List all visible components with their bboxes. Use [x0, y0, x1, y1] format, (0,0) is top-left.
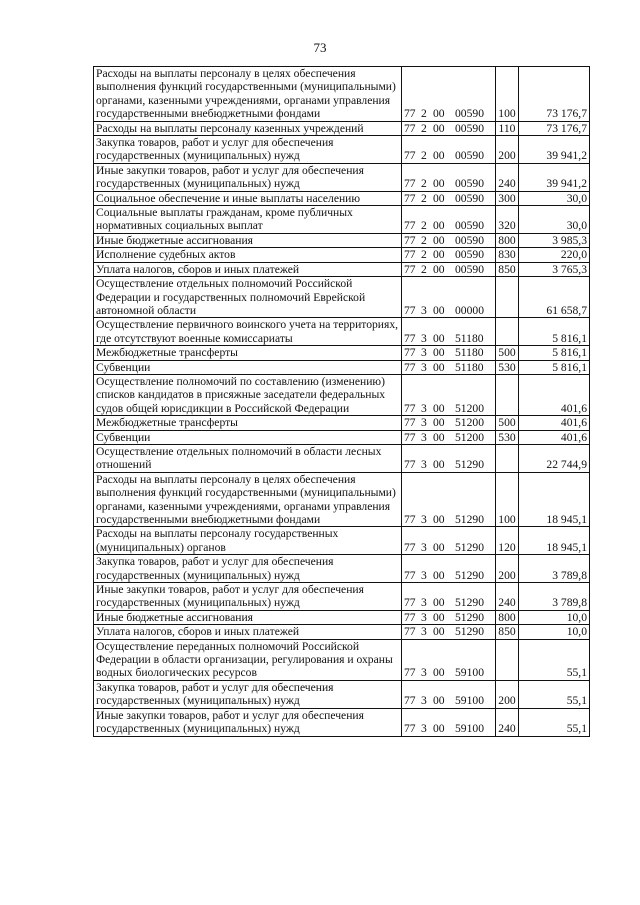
amount: 73 176,7 [519, 121, 590, 135]
row-name: Социальное обеспечение и иные выплаты населению [94, 191, 402, 205]
table-row [94, 121, 590, 135]
expense-type-code: 530 [496, 360, 519, 374]
code-direction: 51180 [455, 346, 484, 360]
code-subprogram: 3 [421, 625, 427, 639]
table-row [94, 708, 590, 736]
amount: 3 789,8 [519, 583, 590, 611]
code-direction: 51290 [455, 568, 484, 582]
code-subprogram: 3 [421, 540, 427, 554]
target-article-code [402, 639, 496, 680]
code-subprogram: 2 [421, 149, 427, 163]
target-article-code [402, 360, 496, 374]
expense-type-code: 240 [496, 708, 519, 736]
code-program: 77 [404, 177, 416, 191]
amount: 3 765,3 [519, 262, 590, 276]
code-program: 77 [404, 722, 416, 736]
expense-type-code: 500 [496, 416, 519, 430]
amount: 401,6 [519, 430, 590, 444]
expense-type-code [496, 639, 519, 680]
table-row [94, 346, 590, 360]
code-program: 77 [404, 401, 416, 415]
page-number: 73 [313, 40, 327, 55]
code-main-event: 00 [433, 666, 445, 680]
table-row [94, 555, 590, 583]
code-program: 77 [404, 191, 416, 205]
code-main-event: 00 [433, 248, 445, 262]
code-main-event: 00 [433, 107, 445, 121]
code-program: 77 [404, 694, 416, 708]
code-subprogram: 2 [421, 248, 427, 262]
table-row [94, 639, 590, 680]
table-row [94, 416, 590, 430]
code-subprogram: 3 [421, 694, 427, 708]
code-subprogram: 3 [421, 513, 427, 526]
code-program: 77 [404, 666, 416, 680]
code-main-event: 00 [433, 303, 445, 317]
target-article-code [402, 262, 496, 276]
row-name: Расходы на выплаты персоналу государственных (муниципальных) органов [94, 527, 402, 555]
code-direction: 51200 [455, 430, 484, 444]
code-direction: 00590 [455, 177, 484, 191]
target-article-code [402, 277, 496, 318]
code-direction: 00000 [455, 303, 484, 317]
expense-type-code: 240 [496, 163, 519, 191]
amount: 30,0 [519, 191, 590, 205]
code-main-event: 00 [433, 401, 445, 415]
table-row [94, 610, 590, 624]
code-subprogram: 3 [421, 401, 427, 415]
expense-type-code: 100 [496, 67, 519, 122]
code-subprogram: 3 [421, 346, 427, 360]
amount: 18 945,1 [519, 527, 590, 555]
code-program: 77 [404, 107, 416, 121]
target-article-code [402, 416, 496, 430]
row-name: Закупка товаров, работ и услуг для обеспечения государственных (муниципальных) нужд [94, 555, 402, 583]
code-program: 77 [404, 625, 416, 639]
row-name: Расходы на выплаты персоналу в целях обеспечения выполнения функций государственными (муниципальными) органами, казенными учреждениями, органами управления государственными внебюджетными фондами [94, 67, 402, 122]
amount: 5 816,1 [519, 346, 590, 360]
code-main-event: 00 [433, 121, 445, 135]
row-name: Осуществление переданных полномочий Российской Федерации в области организации, регулирования и охраны водных биологических ресурсов [94, 639, 402, 680]
expense-type-code: 200 [496, 680, 519, 708]
amount: 61 658,7 [519, 277, 590, 318]
target-article-code [402, 610, 496, 624]
code-direction: 00590 [455, 262, 484, 276]
target-article-code [402, 121, 496, 135]
amount: 401,6 [519, 374, 590, 415]
code-main-event: 00 [433, 430, 445, 444]
code-main-event: 00 [433, 233, 445, 247]
table-row [94, 444, 590, 472]
row-name: Иные закупки товаров, работ и услуг для обеспечения государственных (муниципальных) нужд [94, 708, 402, 736]
row-name: Межбюджетные трансферты [94, 416, 402, 430]
code-program: 77 [404, 458, 416, 472]
row-name: Иные бюджетные ассигнования [94, 610, 402, 624]
code-main-event: 00 [433, 513, 445, 526]
row-name: Расходы на выплаты персоналу в целях обеспечения выполнения функций государственными (муниципальными) органами, казенными учреждениями, органами управления государственными внебюджетными фондами [94, 472, 402, 527]
code-program: 77 [404, 596, 416, 610]
amount: 5 816,1 [519, 360, 590, 374]
code-direction: 00590 [455, 149, 484, 163]
table-row [94, 527, 590, 555]
row-name: Социальные выплаты гражданам, кроме публичных нормативных социальных выплат [94, 206, 402, 234]
row-name: Закупка товаров, работ и услуг для обеспечения государственных (муниципальных) нужд [94, 680, 402, 708]
expense-type-code: 800 [496, 233, 519, 247]
code-main-event: 00 [433, 360, 445, 374]
code-main-event: 00 [433, 219, 445, 233]
code-main-event: 00 [433, 177, 445, 191]
code-main-event: 00 [433, 540, 445, 554]
amount: 10,0 [519, 625, 590, 639]
target-article-code [402, 318, 496, 346]
code-program: 77 [404, 248, 416, 262]
expense-type-code: 830 [496, 248, 519, 262]
target-article-code [402, 206, 496, 234]
row-name: Иные бюджетные ассигнования [94, 233, 402, 247]
code-direction: 59100 [455, 694, 484, 708]
table-row [94, 360, 590, 374]
row-name: Иные закупки товаров, работ и услуг для обеспечения государственных (муниципальных) нужд [94, 163, 402, 191]
amount: 18 945,1 [519, 472, 590, 527]
table-row [94, 625, 590, 639]
code-subprogram: 3 [421, 360, 427, 374]
row-name: Субвенции [94, 360, 402, 374]
code-main-event: 00 [433, 694, 445, 708]
code-subprogram: 3 [421, 430, 427, 444]
amount: 10,0 [519, 610, 590, 624]
code-program: 77 [404, 262, 416, 276]
table-row [94, 248, 590, 262]
code-direction: 00590 [455, 121, 484, 135]
code-main-event: 00 [433, 262, 445, 276]
expense-type-code: 300 [496, 191, 519, 205]
expense-type-code [496, 318, 519, 346]
expense-type-code: 200 [496, 555, 519, 583]
code-subprogram: 2 [421, 107, 427, 121]
code-program: 77 [404, 219, 416, 233]
expense-type-code: 530 [496, 430, 519, 444]
amount: 39 941,2 [519, 163, 590, 191]
row-name: Осуществление отдельных полномочий Российской Федерации и государственных полномочий Еврейской автономной области [94, 277, 402, 318]
row-name: Закупка товаров, работ и услуг для обеспечения государственных (муниципальных) нужд [94, 136, 402, 164]
code-program: 77 [404, 513, 416, 526]
table-row [94, 680, 590, 708]
table-row [94, 262, 590, 276]
code-main-event: 00 [433, 610, 445, 624]
amount: 22 744,9 [519, 444, 590, 472]
code-direction: 51290 [455, 513, 484, 526]
code-subprogram: 3 [421, 458, 427, 472]
code-main-event: 00 [433, 149, 445, 163]
code-direction: 00590 [455, 191, 484, 205]
code-direction: 00590 [455, 107, 484, 121]
amount: 55,1 [519, 680, 590, 708]
amount: 73 176,7 [519, 67, 590, 122]
code-direction: 51290 [455, 625, 484, 639]
target-article-code [402, 527, 496, 555]
code-subprogram: 3 [421, 722, 427, 736]
expense-type-code: 110 [496, 121, 519, 135]
target-article-code [402, 472, 496, 527]
row-name: Уплата налогов, сборов и иных платежей [94, 625, 402, 639]
code-program: 77 [404, 233, 416, 247]
target-article-code [402, 233, 496, 247]
table-row [94, 583, 590, 611]
code-program: 77 [404, 149, 416, 163]
row-name: Осуществление отдельных полномочий в области лесных отношений [94, 444, 402, 472]
expense-type-code: 120 [496, 527, 519, 555]
target-article-code [402, 583, 496, 611]
code-direction: 51290 [455, 596, 484, 610]
table-row [94, 206, 590, 234]
table-row [94, 472, 590, 527]
expense-type-code: 500 [496, 346, 519, 360]
code-direction: 59100 [455, 666, 484, 680]
code-subprogram: 2 [421, 219, 427, 233]
target-article-code [402, 248, 496, 262]
code-main-event: 00 [433, 568, 445, 582]
code-subprogram: 2 [421, 191, 427, 205]
code-main-event: 00 [433, 416, 445, 430]
code-program: 77 [404, 568, 416, 582]
code-main-event: 00 [433, 331, 445, 345]
code-program: 77 [404, 121, 416, 135]
expense-type-code: 240 [496, 583, 519, 611]
amount: 401,6 [519, 416, 590, 430]
target-article-code [402, 625, 496, 639]
amount: 55,1 [519, 708, 590, 736]
target-article-code [402, 680, 496, 708]
target-article-code [402, 136, 496, 164]
code-direction: 51200 [455, 401, 484, 415]
row-name: Межбюджетные трансферты [94, 346, 402, 360]
expense-type-code [496, 374, 519, 415]
table-row [94, 191, 590, 205]
expense-type-code: 850 [496, 262, 519, 276]
expense-type-code: 200 [496, 136, 519, 164]
code-subprogram: 2 [421, 121, 427, 135]
target-article-code [402, 444, 496, 472]
code-main-event: 00 [433, 625, 445, 639]
code-main-event: 00 [433, 191, 445, 205]
table-row [94, 233, 590, 247]
code-main-event: 00 [433, 458, 445, 472]
code-direction: 51180 [455, 360, 484, 374]
budget-table-body [94, 67, 590, 737]
expense-type-code: 100 [496, 472, 519, 527]
code-subprogram: 3 [421, 596, 427, 610]
row-name: Осуществление первичного воинского учета на территориях, где отсутствуют военные комиссариаты [94, 318, 402, 346]
row-name: Субвенции [94, 430, 402, 444]
expense-type-code: 320 [496, 206, 519, 234]
code-direction: 51200 [455, 416, 484, 430]
code-main-event: 00 [433, 596, 445, 610]
code-direction: 51290 [455, 610, 484, 624]
code-program: 77 [404, 540, 416, 554]
row-name: Уплата налогов, сборов и иных платежей [94, 262, 402, 276]
code-subprogram: 2 [421, 262, 427, 276]
target-article-code [402, 346, 496, 360]
amount: 3 789,8 [519, 555, 590, 583]
expense-type-code [496, 277, 519, 318]
code-main-event: 00 [433, 722, 445, 736]
budget-table [93, 66, 590, 737]
code-subprogram: 3 [421, 303, 427, 317]
code-direction: 59100 [455, 722, 484, 736]
target-article-code [402, 374, 496, 415]
code-subprogram: 3 [421, 610, 427, 624]
target-article-code [402, 163, 496, 191]
row-name: Осуществление полномочий по составлению (изменению) списков кандидатов в присяжные заседатели федеральных судов общей юрисдикции в Российской Федерации [94, 374, 402, 415]
row-name: Исполнение судебных актов [94, 248, 402, 262]
code-program: 77 [404, 331, 416, 345]
row-name: Расходы на выплаты персоналу казенных учреждений [94, 121, 402, 135]
row-name: Иные закупки товаров, работ и услуг для обеспечения государственных (муниципальных) нужд [94, 583, 402, 611]
target-article-code [402, 67, 496, 122]
code-subprogram: 3 [421, 331, 427, 345]
target-article-code [402, 191, 496, 205]
code-direction: 51290 [455, 458, 484, 472]
table-row [94, 67, 590, 122]
table-row [94, 430, 590, 444]
code-subprogram: 2 [421, 233, 427, 247]
table-row [94, 374, 590, 415]
code-subprogram: 3 [421, 666, 427, 680]
amount: 55,1 [519, 639, 590, 680]
target-article-code [402, 555, 496, 583]
table-row [94, 136, 590, 164]
code-main-event: 00 [433, 346, 445, 360]
expense-type-code: 850 [496, 625, 519, 639]
table-row [94, 318, 590, 346]
target-article-code [402, 430, 496, 444]
code-direction: 51290 [455, 540, 484, 554]
amount: 30,0 [519, 206, 590, 234]
expense-type-code [496, 444, 519, 472]
amount: 39 941,2 [519, 136, 590, 164]
table-row [94, 163, 590, 191]
code-direction: 00590 [455, 233, 484, 247]
code-direction: 51180 [455, 331, 484, 345]
code-program: 77 [404, 416, 416, 430]
code-program: 77 [404, 430, 416, 444]
code-subprogram: 3 [421, 568, 427, 582]
code-program: 77 [404, 360, 416, 374]
expense-type-code: 800 [496, 610, 519, 624]
code-program: 77 [404, 610, 416, 624]
code-subprogram: 3 [421, 416, 427, 430]
code-subprogram: 2 [421, 177, 427, 191]
amount: 220,0 [519, 248, 590, 262]
code-program: 77 [404, 303, 416, 317]
table-row [94, 277, 590, 318]
code-program: 77 [404, 346, 416, 360]
target-article-code [402, 708, 496, 736]
code-direction: 00590 [455, 248, 484, 262]
code-direction: 00590 [455, 219, 484, 233]
amount: 3 985,3 [519, 233, 590, 247]
amount: 5 816,1 [519, 318, 590, 346]
